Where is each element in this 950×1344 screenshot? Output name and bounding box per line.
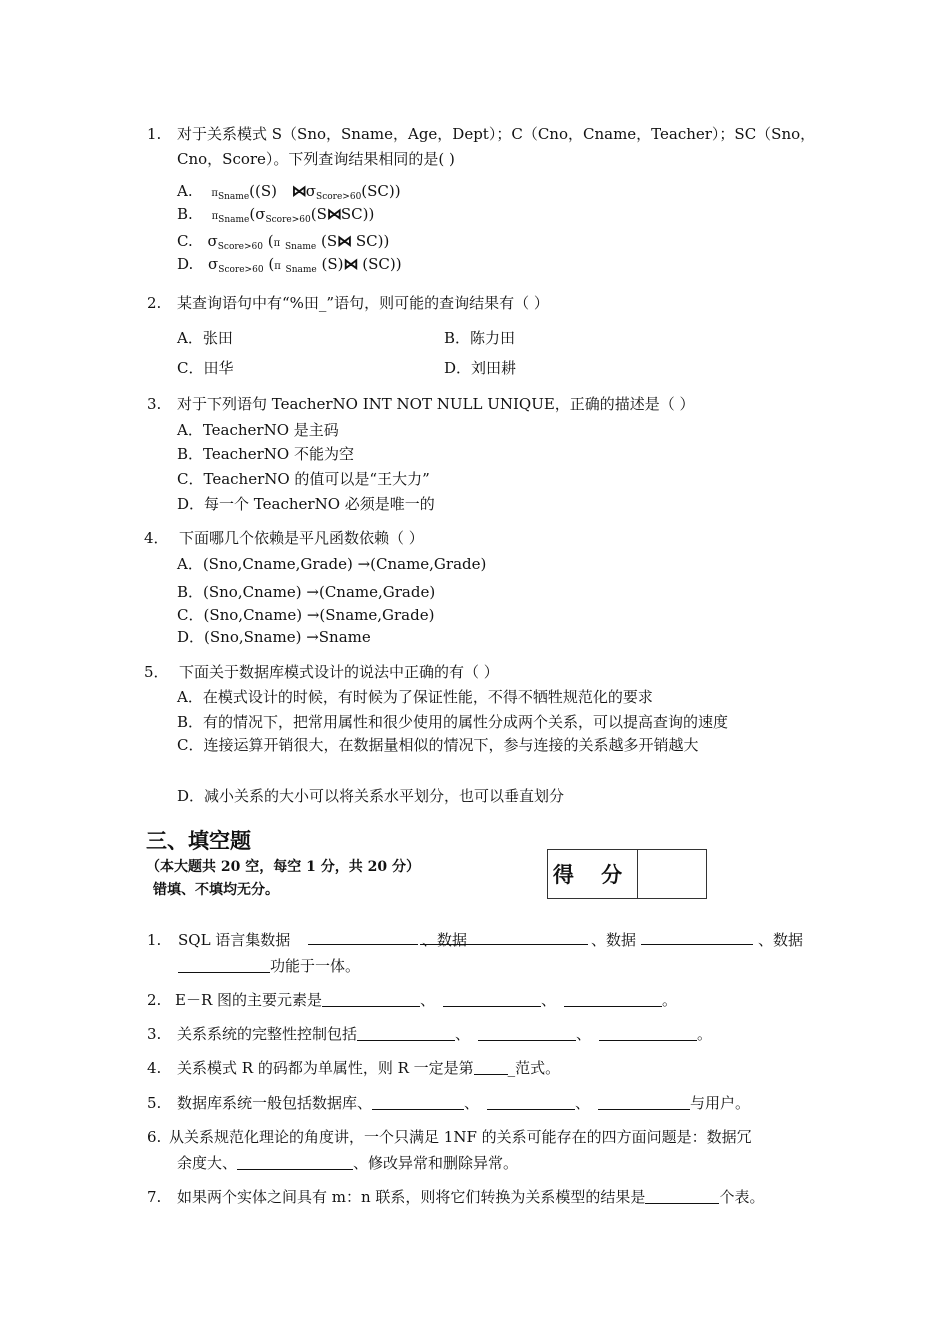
q3-option-a: A．TeacherNO 是主码 <box>177 421 339 439</box>
q2-stem: 某查询语句中有“%田_”语句，则可能的查询结果有（ ） <box>177 294 549 312</box>
join-icon: ⋈ <box>343 255 358 273</box>
answer-blank[interactable] <box>641 930 753 945</box>
q4-number: 4． <box>144 529 169 547</box>
q5-option-d: D．减小关系的大小可以将关系水平划分，也可以垂直划分 <box>177 787 565 805</box>
q3-option-c: C．TeacherNO 的值可以是“王大力” <box>177 470 430 488</box>
q1-option-c: C. $\sigma_{Score>60}$ (π $_{Sname}$ (S⋈ SC)) <box>177 232 390 252</box>
section-rule: 错填、不填均无分。 <box>153 882 279 898</box>
q1-option-b: B. $\pi_{Sname}(\sigma_{Score>60}(S⋈SC))$ <box>177 205 375 225</box>
q3-number: 3. <box>147 395 162 413</box>
score-label: 得 分 <box>548 850 638 898</box>
section-title: 三、填空题 <box>146 829 251 853</box>
q2-option-b: B．陈力田 <box>444 329 516 347</box>
q2-stem-line <box>147 293 549 313</box>
q2-number: 2. <box>147 294 162 312</box>
join-icon: ⋈ <box>337 232 352 250</box>
q2-option-a: A．张田 <box>177 329 233 347</box>
q4-stem: 下面哪几个依赖是平凡函数依赖（ ） <box>179 529 424 547</box>
fill-item-6: 6. 从关系规范化理论的角度讲，一个只满足 1NF 的关系可能存在的四方面问题是：数据冗 <box>147 1128 752 1146</box>
q4-option-d: D．(Sno,Sname) →Sname <box>177 628 371 646</box>
score-cell[interactable] <box>638 850 706 898</box>
q1-stem-cont: Cno，Score）。下列查询结果相同的是( ) <box>177 150 455 168</box>
q5-option-a: A．在模式设计的时候，有时候为了保证性能，不得不牺牲规范化的要求 <box>177 688 653 706</box>
answer-blank[interactable] <box>476 930 588 945</box>
fill-item-4: 4. 关系模式 R 的码都为单属性，则 R 一定是第 _范式。 <box>147 1059 561 1077</box>
fill-item-2: 2. E－R 图的主要元素是 、 、 。 <box>147 991 678 1009</box>
q3-stem-line <box>147 394 695 414</box>
q4-option-a: A．(Sno,Cname,Grade) →(Cname,Grade) <box>177 555 487 573</box>
score-box <box>547 849 707 899</box>
q5-option-c: C．连接运算开销很大，在数据量相似的情况下，参与连接的关系越多开销越大 <box>177 736 699 754</box>
q4-option-b: B．(Sno,Cname) →(Cname,Grade) <box>177 583 436 601</box>
q1-line1 <box>147 124 816 144</box>
answer-blank[interactable] <box>237 1155 353 1170</box>
answer-blank[interactable] <box>372 1095 464 1110</box>
q1-number: 1. <box>147 125 162 143</box>
q3-option-b: B．TeacherNO 不能为空 <box>177 445 354 463</box>
answer-blank[interactable] <box>322 992 420 1007</box>
answer-blank[interactable] <box>487 1095 575 1110</box>
answer-blank[interactable] <box>357 1026 455 1041</box>
answer-blank[interactable] <box>599 1026 697 1041</box>
q4-option-c: C．(Sno,Cname) →(Sname,Grade) <box>177 606 435 624</box>
q2-option-d: D．刘田耕 <box>444 359 517 377</box>
fill-item-5: 5. 数据库系统一般包括数据库、 、 、 与用户。 <box>147 1094 751 1112</box>
answer-blank[interactable] <box>645 1189 719 1204</box>
section-note: （本大题共 20 空，每空 1 分，共 20 分） <box>146 859 420 875</box>
answer-blank[interactable] <box>178 958 270 973</box>
fill-number: 1. <box>147 931 162 949</box>
q1-option-a: A. $\pi_{Sname}((S)$ $⋈\sigma_{Score>60}(SC)$) <box>177 182 401 202</box>
join-icon: ⋈ <box>326 205 341 223</box>
q5-option-b: B．有的情况下，把常用属性和很少使用的属性分成两个关系，可以提高查询的速度 <box>177 713 729 731</box>
q2-option-c: C．田华 <box>177 359 234 377</box>
answer-blank[interactable] <box>308 930 418 945</box>
q3-option-d: D．每一个 TeacherNO 必须是唯一的 <box>177 495 435 513</box>
q1-option-d: D. $\sigma_{Score>60}$ (π $_{Sname}$ (S)⋈ (SC)) <box>177 255 402 275</box>
answer-blank[interactable] <box>478 1026 576 1041</box>
q5-stem: 下面关于数据库模式设计的说法中正确的有（ ） <box>179 663 499 681</box>
fill-item-7: 7. 如果两个实体之间具有 m：n 联系，则将它们转换为关系模型的结果是 个表。 <box>147 1188 765 1206</box>
fill-item-3: 3. 关系系统的完整性控制包括 、 、 。 <box>147 1025 713 1043</box>
q5-number: 5． <box>144 663 169 681</box>
q3-stem: 对于下列语句 TeacherNO INT NOT NULL UNIQUE，正确的描述是（ ） <box>177 395 695 413</box>
q5-stem-line <box>144 662 499 682</box>
answer-blank[interactable] <box>598 1095 690 1110</box>
q1-stem: 对于关系模式 S（Sno，Sname，Age，Dept）；C（Cno，Cname，Teacher）；SC（Sno， <box>177 125 816 143</box>
fill-item-1: 1. SQL 语言集数据 <box>147 930 161 950</box>
q4-stem-line <box>144 528 424 548</box>
answer-blank[interactable] <box>474 1060 508 1075</box>
answer-blank[interactable] <box>564 992 662 1007</box>
answer-blank[interactable] <box>443 992 541 1007</box>
join-icon: ⋈ <box>291 182 306 200</box>
